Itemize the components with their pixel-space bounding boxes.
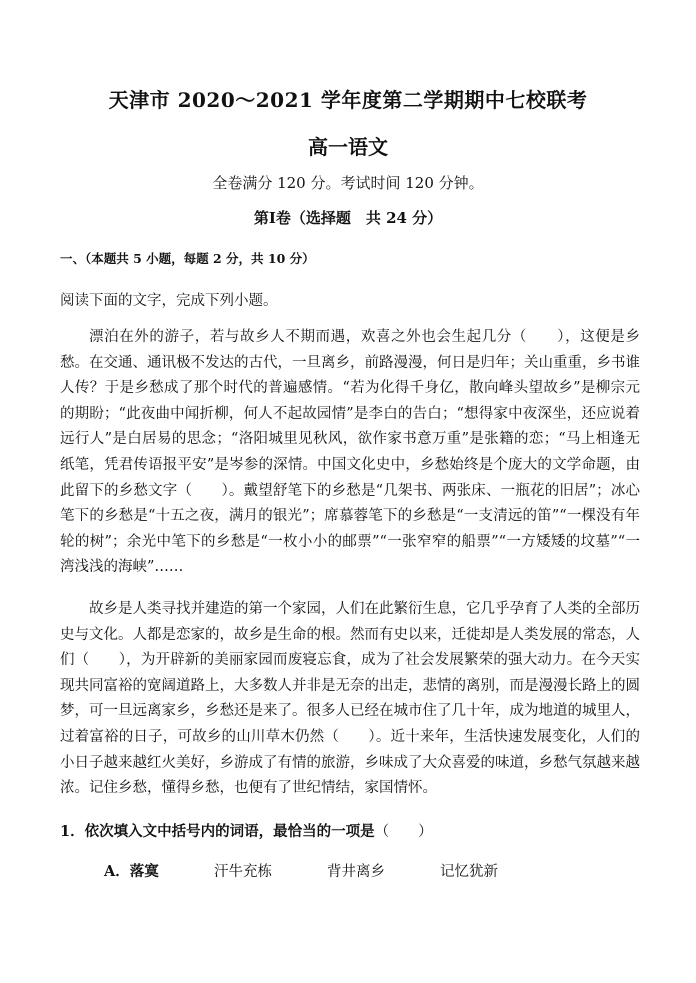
section-heading: 第Ⅰ卷（选择题 共 24 分） — [253, 209, 443, 227]
option-a-row — [104, 860, 553, 881]
question-1-stem: 1．依次填入文中括号内的词语，最恰当的一项是 — [60, 823, 375, 840]
passage-paragraph-2: 故乡是人类寻找并建造的第一个家园，人们在此繁衍生息，它几乎孕育了人类的全部历史与文化。人都是恋家的，故乡是生命的根。然而有史以来，迁徙却是人类发展的常态，人们（ ），为开辟新的美丽家园而废寝忘食，成为了社会发展繁荣的强大动力。在今天实现共同富裕的宽阔道路上，大多数人并非是无奈的出走，悲情的离别，而是漫漫长路上的圆梦，可一旦远离家乡，乡愁还是来了。很多人已经在城市住了几十年，成为地道的城里人，过着富裕的日子，可故乡的山川草木仍然（ ）。近十来年，生活快速发展变化，人们的小日子越来越红火美好，乡游成了有情的旅游，乡味成了大众喜爱的味道，乡愁气氛越来越浓。记住乡愁，懂得乡愁，也便有了世纪情结，家国情怀。 — [60, 601, 640, 797]
part-heading: 一、（本题共 5 小题，每题 2 分，共 10 分） — [60, 251, 315, 266]
exam-info: 全卷满分 120 分。考试时间 120 分钟。 — [212, 174, 484, 192]
passage-paragraph-1: 漂泊在外的游子，若与故乡人不期而遇，欢喜之外也会生起几分（ ），这便是乡愁。在交通、通讯极不发达的古代，一旦离乡，前路漫漫，何日是归年；关山重重，乡书谁人传？于是乡愁成了那个时代的普遍感情。“若为化得千身亿，散向峰头望故乡”是柳宗元的期盼；“此夜曲中闻折柳，何人不起故园情”是李白的告白；“想得家中夜深坐，还应说着远行人”是白居易的思念；“洛阳城里见秋风，欲作家书意万重”是张籍的恋；“马上相逢无纸笔，凭君传语报平安”是岑参的深情。中国文化史中，乡愁始终是个庞大的文学命题，由此留下的乡愁文字（ ）。戴望舒笔下的乡愁是“几架书、两张床、一瓶花的旧居”；冰心笔下的乡愁是“十五之夜，满月的银光”；席慕蓉笔下的乡愁是“一支清远的笛”“一棵没有年轮的树”；余光中笔下的乡愁是“一枚小小的邮票”“一张窄窄的船票”“一方矮矮的坟墓”“一湾浅浅的海峡”…… — [60, 329, 640, 576]
answer-paren: （ ） — [374, 824, 433, 840]
option-a-word-2: 汗牛充栋 — [214, 864, 272, 880]
reading-instruction: 阅读下面的文字，完成下列小题。 — [60, 293, 278, 309]
option-a-label: A．落寞 — [104, 863, 159, 880]
option-a-word-4: 记忆犹新 — [440, 864, 498, 880]
question-1 — [60, 820, 433, 841]
subject-title: 高一语文 — [308, 135, 388, 159]
option-a-word-3: 背井离乡 — [327, 864, 385, 880]
exam-title: 天津市 2020～2021 学年度第二学期期中七校联考 — [108, 88, 588, 112]
